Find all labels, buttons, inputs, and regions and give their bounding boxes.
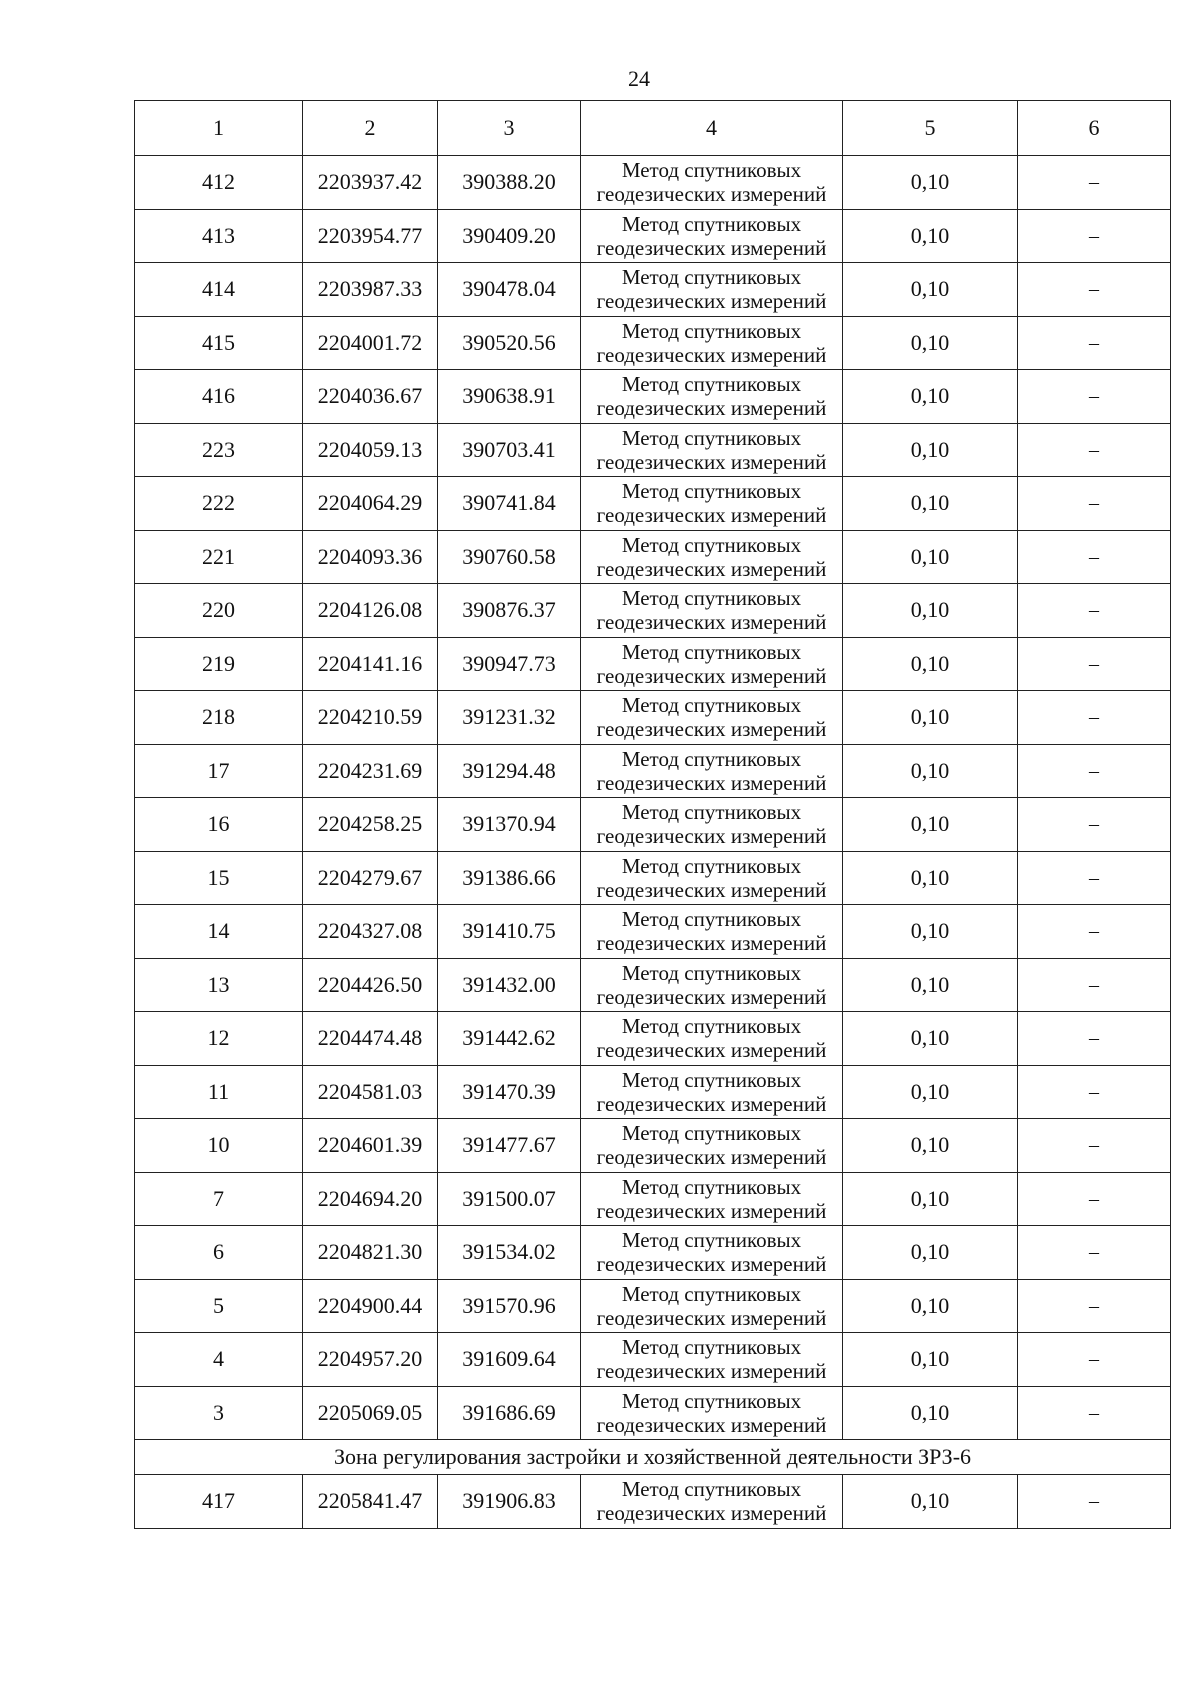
cell-y-coordinate: 391370.94 xyxy=(438,798,581,852)
cell-y-coordinate: 390388.20 xyxy=(438,156,581,210)
cell-x-coordinate: 2204126.08 xyxy=(303,584,438,638)
cell-point-number: 414 xyxy=(135,263,303,317)
column-header-note: 6 xyxy=(1018,101,1171,156)
cell-note: – xyxy=(1018,1012,1171,1066)
cell-x-coordinate: 2204957.20 xyxy=(303,1333,438,1387)
cell-x-coordinate: 2204426.50 xyxy=(303,958,438,1012)
cell-method: Метод спутниковых геодезических измерений xyxy=(581,423,843,477)
cell-x-coordinate: 2203954.77 xyxy=(303,209,438,263)
cell-accuracy: 0,10 xyxy=(843,1065,1018,1119)
cell-y-coordinate: 390409.20 xyxy=(438,209,581,263)
cell-point-number: 5 xyxy=(135,1279,303,1333)
cell-note: – xyxy=(1018,1172,1171,1226)
cell-point-number: 7 xyxy=(135,1172,303,1226)
table-row xyxy=(135,1172,1171,1226)
cell-x-coordinate: 2205069.05 xyxy=(303,1386,438,1440)
cell-x-coordinate: 2204064.29 xyxy=(303,477,438,531)
cell-point-number: 3 xyxy=(135,1386,303,1440)
cell-method: Метод спутниковых геодезических измерений xyxy=(581,263,843,317)
cell-method: Метод спутниковых геодезических измерений xyxy=(581,1279,843,1333)
cell-y-coordinate: 391609.64 xyxy=(438,1333,581,1387)
table-row xyxy=(135,1475,1171,1529)
cell-accuracy: 0,10 xyxy=(843,477,1018,531)
cell-note: – xyxy=(1018,209,1171,263)
cell-accuracy: 0,10 xyxy=(843,1333,1018,1387)
cell-method: Метод спутниковых геодезических измерений xyxy=(581,209,843,263)
table-row xyxy=(135,370,1171,424)
page-number: 24 xyxy=(628,66,650,91)
cell-x-coordinate: 2204601.39 xyxy=(303,1119,438,1173)
cell-note: – xyxy=(1018,958,1171,1012)
table-row xyxy=(135,530,1171,584)
cell-x-coordinate: 2204821.30 xyxy=(303,1226,438,1280)
cell-method: Метод спутниковых геодезических измерений xyxy=(581,1333,843,1387)
cell-y-coordinate: 391294.48 xyxy=(438,744,581,798)
cell-y-coordinate: 391534.02 xyxy=(438,1226,581,1280)
cell-note: – xyxy=(1018,1119,1171,1173)
cell-accuracy: 0,10 xyxy=(843,1226,1018,1280)
cell-accuracy: 0,10 xyxy=(843,744,1018,798)
cell-note: – xyxy=(1018,905,1171,959)
cell-point-number: 4 xyxy=(135,1333,303,1387)
cell-y-coordinate: 390638.91 xyxy=(438,370,581,424)
cell-accuracy: 0,10 xyxy=(843,958,1018,1012)
cell-accuracy: 0,10 xyxy=(843,370,1018,424)
cell-accuracy: 0,10 xyxy=(843,1475,1018,1529)
cell-note: – xyxy=(1018,744,1171,798)
cell-y-coordinate: 391432.00 xyxy=(438,958,581,1012)
table-row xyxy=(135,477,1171,531)
cell-x-coordinate: 2204093.36 xyxy=(303,530,438,584)
zone-title-row xyxy=(135,1440,1171,1475)
cell-method: Метод спутниковых геодезических измерений xyxy=(581,1475,843,1529)
cell-x-coordinate: 2204279.67 xyxy=(303,851,438,905)
cell-y-coordinate: 391470.39 xyxy=(438,1065,581,1119)
table-row xyxy=(135,316,1171,370)
cell-x-coordinate: 2204258.25 xyxy=(303,798,438,852)
cell-note: – xyxy=(1018,156,1171,210)
cell-accuracy: 0,10 xyxy=(843,316,1018,370)
cell-y-coordinate: 391500.07 xyxy=(438,1172,581,1226)
table-row xyxy=(135,905,1171,959)
table-body xyxy=(135,101,1171,1529)
cell-method: Метод спутниковых геодезических измерений xyxy=(581,691,843,745)
cell-point-number: 10 xyxy=(135,1119,303,1173)
cell-accuracy: 0,10 xyxy=(843,905,1018,959)
cell-note: – xyxy=(1018,530,1171,584)
cell-accuracy: 0,10 xyxy=(843,1172,1018,1226)
cell-y-coordinate: 390520.56 xyxy=(438,316,581,370)
cell-accuracy: 0,10 xyxy=(843,637,1018,691)
cell-note: – xyxy=(1018,691,1171,745)
cell-method: Метод спутниковых геодезических измерений xyxy=(581,316,843,370)
cell-method: Метод спутниковых геодезических измерений xyxy=(581,1065,843,1119)
table-row xyxy=(135,263,1171,317)
cell-accuracy: 0,10 xyxy=(843,156,1018,210)
cell-x-coordinate: 2205841.47 xyxy=(303,1475,438,1529)
cell-note: – xyxy=(1018,1475,1171,1529)
cell-x-coordinate: 2204474.48 xyxy=(303,1012,438,1066)
cell-point-number: 222 xyxy=(135,477,303,531)
cell-method: Метод спутниковых геодезических измерений xyxy=(581,1386,843,1440)
cell-point-number: 15 xyxy=(135,851,303,905)
cell-point-number: 11 xyxy=(135,1065,303,1119)
cell-note: – xyxy=(1018,370,1171,424)
cell-accuracy: 0,10 xyxy=(843,1012,1018,1066)
cell-method: Метод спутниковых геодезических измерений xyxy=(581,370,843,424)
cell-note: – xyxy=(1018,1279,1171,1333)
column-header-point-number: 1 xyxy=(135,101,303,156)
cell-x-coordinate: 2204581.03 xyxy=(303,1065,438,1119)
cell-note: – xyxy=(1018,637,1171,691)
cell-accuracy: 0,10 xyxy=(843,851,1018,905)
cell-point-number: 17 xyxy=(135,744,303,798)
cell-point-number: 6 xyxy=(135,1226,303,1280)
cell-point-number: 218 xyxy=(135,691,303,745)
cell-point-number: 223 xyxy=(135,423,303,477)
table-row xyxy=(135,637,1171,691)
cell-y-coordinate: 390760.58 xyxy=(438,530,581,584)
cell-y-coordinate: 390947.73 xyxy=(438,637,581,691)
cell-accuracy: 0,10 xyxy=(843,691,1018,745)
cell-accuracy: 0,10 xyxy=(843,530,1018,584)
cell-point-number: 13 xyxy=(135,958,303,1012)
cell-y-coordinate: 391442.62 xyxy=(438,1012,581,1066)
cell-accuracy: 0,10 xyxy=(843,423,1018,477)
table-row xyxy=(135,1012,1171,1066)
table-row xyxy=(135,1226,1171,1280)
table-row xyxy=(135,958,1171,1012)
cell-method: Метод спутниковых геодезических измерений xyxy=(581,958,843,1012)
cell-y-coordinate: 391386.66 xyxy=(438,851,581,905)
cell-note: – xyxy=(1018,477,1171,531)
cell-point-number: 221 xyxy=(135,530,303,584)
cell-method: Метод спутниковых геодезических измерений xyxy=(581,1172,843,1226)
cell-point-number: 415 xyxy=(135,316,303,370)
table-row xyxy=(135,691,1171,745)
cell-note: – xyxy=(1018,851,1171,905)
table-row xyxy=(135,209,1171,263)
cell-y-coordinate: 390876.37 xyxy=(438,584,581,638)
cell-method: Метод спутниковых геодезических измерений xyxy=(581,851,843,905)
cell-point-number: 413 xyxy=(135,209,303,263)
cell-y-coordinate: 391477.67 xyxy=(438,1119,581,1173)
cell-point-number: 219 xyxy=(135,637,303,691)
header-row xyxy=(135,101,1171,156)
table-row xyxy=(135,798,1171,852)
table-row xyxy=(135,423,1171,477)
cell-y-coordinate: 390741.84 xyxy=(438,477,581,531)
cell-x-coordinate: 2204900.44 xyxy=(303,1279,438,1333)
table-row xyxy=(135,1065,1171,1119)
cell-accuracy: 0,10 xyxy=(843,263,1018,317)
cell-note: – xyxy=(1018,263,1171,317)
cell-y-coordinate: 390478.04 xyxy=(438,263,581,317)
cell-y-coordinate: 391906.83 xyxy=(438,1475,581,1529)
column-header-method: 4 xyxy=(581,101,843,156)
cell-x-coordinate: 2204001.72 xyxy=(303,316,438,370)
cell-x-coordinate: 2203987.33 xyxy=(303,263,438,317)
cell-accuracy: 0,10 xyxy=(843,798,1018,852)
cell-point-number: 12 xyxy=(135,1012,303,1066)
cell-note: – xyxy=(1018,1065,1171,1119)
table-row xyxy=(135,1386,1171,1440)
cell-x-coordinate: 2204231.69 xyxy=(303,744,438,798)
cell-accuracy: 0,10 xyxy=(843,1386,1018,1440)
cell-note: – xyxy=(1018,423,1171,477)
cell-method: Метод спутниковых геодезических измерений xyxy=(581,156,843,210)
cell-x-coordinate: 2204059.13 xyxy=(303,423,438,477)
cell-note: – xyxy=(1018,1333,1171,1387)
cell-note: – xyxy=(1018,584,1171,638)
cell-y-coordinate: 390703.41 xyxy=(438,423,581,477)
cell-method: Метод спутниковых геодезических измерений xyxy=(581,1012,843,1066)
cell-note: – xyxy=(1018,1386,1171,1440)
table-row xyxy=(135,744,1171,798)
cell-y-coordinate: 391410.75 xyxy=(438,905,581,959)
cell-method: Метод спутниковых геодезических измерений xyxy=(581,744,843,798)
cell-point-number: 412 xyxy=(135,156,303,210)
cell-y-coordinate: 391231.32 xyxy=(438,691,581,745)
cell-x-coordinate: 2204141.16 xyxy=(303,637,438,691)
column-header-y-coordinate: 3 xyxy=(438,101,581,156)
table-row xyxy=(135,584,1171,638)
cell-accuracy: 0,10 xyxy=(843,209,1018,263)
cell-note: – xyxy=(1018,1226,1171,1280)
cell-method: Метод спутниковых геодезических измерений xyxy=(581,1226,843,1280)
cell-method: Метод спутниковых геодезических измерений xyxy=(581,530,843,584)
table-row xyxy=(135,156,1171,210)
cell-point-number: 16 xyxy=(135,798,303,852)
cell-x-coordinate: 2204210.59 xyxy=(303,691,438,745)
cell-method: Метод спутниковых геодезических измерений xyxy=(581,905,843,959)
column-header-accuracy: 5 xyxy=(843,101,1018,156)
cell-point-number: 220 xyxy=(135,584,303,638)
cell-point-number: 14 xyxy=(135,905,303,959)
cell-accuracy: 0,10 xyxy=(843,1279,1018,1333)
zone-title: Зона регулирования застройки и хозяйственной деятельности ЗРЗ-6 xyxy=(135,1440,1171,1475)
cell-method: Метод спутниковых геодезических измерений xyxy=(581,477,843,531)
coordinates-table xyxy=(134,100,1171,1529)
cell-x-coordinate: 2204327.08 xyxy=(303,905,438,959)
cell-method: Метод спутниковых геодезических измерений xyxy=(581,798,843,852)
cell-x-coordinate: 2204694.20 xyxy=(303,1172,438,1226)
cell-point-number: 417 xyxy=(135,1475,303,1529)
cell-y-coordinate: 391570.96 xyxy=(438,1279,581,1333)
cell-method: Метод спутниковых геодезических измерений xyxy=(581,1119,843,1173)
cell-x-coordinate: 2204036.67 xyxy=(303,370,438,424)
cell-y-coordinate: 391686.69 xyxy=(438,1386,581,1440)
cell-method: Метод спутниковых геодезических измерений xyxy=(581,584,843,638)
cell-accuracy: 0,10 xyxy=(843,584,1018,638)
cell-accuracy: 0,10 xyxy=(843,1119,1018,1173)
cell-x-coordinate: 2203937.42 xyxy=(303,156,438,210)
table-row xyxy=(135,1333,1171,1387)
cell-point-number: 416 xyxy=(135,370,303,424)
column-header-x-coordinate: 2 xyxy=(303,101,438,156)
cell-note: – xyxy=(1018,798,1171,852)
table-row xyxy=(135,1279,1171,1333)
table-row xyxy=(135,1119,1171,1173)
cell-note: – xyxy=(1018,316,1171,370)
cell-method: Метод спутниковых геодезических измерений xyxy=(581,637,843,691)
table-row xyxy=(135,851,1171,905)
